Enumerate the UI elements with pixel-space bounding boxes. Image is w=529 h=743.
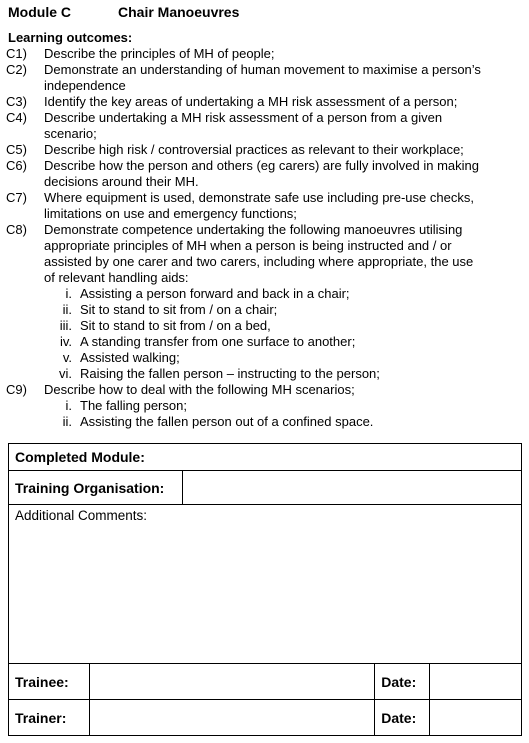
completion-form [8,443,522,736]
sub-outcome-item [6,318,516,334]
learning-outcomes-heading: Learning outcomes: [8,30,133,45]
outcome-text-line: decisions around their MH. [44,174,199,189]
outcome-text-line: Identify the key areas of undertaking a MH risk assessment of a person; [44,94,458,109]
outcome-text-line: of relevant handling aids: [44,270,189,285]
outcome-code: C8) [6,222,27,237]
outcome-item [6,94,516,110]
outcome-text-line: Where equipment is used, demonstrate safe use including pre-use checks, [44,190,474,205]
sub-outcome-number: i. [65,286,72,301]
outcome-code: C2) [6,62,27,77]
outcome-item [6,142,516,158]
sub-outcome-text: Assisting a person forward and back in a chair; [80,286,350,301]
sub-outcome-item [6,334,516,350]
sub-outcome-number: vi. [59,366,72,381]
sub-outcome-text: Sit to stand to sit from / on a chair; [80,302,278,317]
outcome-text-line: independence [44,78,126,93]
outcome-text-line: Describe how to deal with the following MH scenarios; [44,382,355,397]
outcome-item [6,382,516,398]
outcome-text-line: assisted by one carer and two carers, including where appropriate, the use [44,254,474,269]
sub-outcome-number: v. [62,350,72,365]
outcome-code: C7) [6,190,27,205]
completed-module-row [9,444,522,471]
sub-outcome-text: The falling person; [80,398,187,413]
outcome-text-line: limitations on use and emergency functions; [44,206,297,221]
learning-outcomes-list [6,46,516,430]
outcome-text-line: Describe undertaking a MH risk assessment of a person from a given [44,110,443,125]
sub-outcome-text: Assisted walking; [80,350,180,365]
outcome-item [6,158,516,190]
outcome-text-line: Demonstrate an understanding of human movement to maximise a person’s [44,62,481,77]
outcome-text-line: Demonstrate competence undertaking the following manoeuvres utilising [44,222,463,237]
sub-outcome-item [6,302,516,318]
outcome-item [6,110,516,142]
sub-outcome-text: Assisting the fallen person out of a confined space. [80,414,374,429]
training-organisation-label: Training Organisation: [9,471,183,505]
sub-outcome-number: ii. [62,414,72,429]
outcome-item [6,46,516,62]
trainer-row [9,700,522,736]
trainee-row [9,664,522,700]
outcome-text-line: Describe the principles of MH of people; [44,46,275,61]
completed-module-label: Completed Module: [9,444,522,471]
outcome-text-line: Describe high risk / controversial practices as relevant to their workplace; [44,142,464,157]
outcome-text-line: Describe how the person and others (eg carers) are fully involved in making [44,158,479,173]
sub-outcome-number: iv. [59,334,72,349]
trainee-label: Trainee: [9,664,90,700]
outcome-code: C5) [6,142,27,157]
sub-outcome-item [6,366,516,382]
trainer-date-label: Date: [375,700,430,736]
trainee-date-label: Date: [375,664,430,700]
sub-outcome-item [6,350,516,366]
trainer-date-field[interactable] [430,700,522,736]
outcome-code: C6) [6,158,27,173]
sub-outcome-text: Sit to stand to sit from / on a bed, [80,318,271,333]
sub-outcome-text: Raising the fallen person – instructing to the person; [80,366,380,381]
outcome-item [6,222,516,286]
outcome-code: C4) [6,110,27,125]
sub-outcome-item [6,414,516,430]
trainee-field[interactable] [89,664,374,700]
sub-outcome-text: A standing transfer from one surface to another; [80,334,356,349]
training-organisation-field[interactable] [182,471,521,505]
additional-comments-row [9,505,522,664]
module-code: Module C [8,4,71,20]
trainer-field[interactable] [89,700,374,736]
sub-outcome-item [6,398,516,414]
sub-outcome-item [6,286,516,302]
outcome-code: C1) [6,46,27,61]
sub-outcome-number: ii. [62,302,72,317]
sub-outcome-number: iii. [59,318,72,333]
additional-comments-field[interactable] [9,505,522,664]
outcome-code: C9) [6,382,27,397]
outcome-text-line: appropriate principles of MH when a person is being instructed and / or [44,238,452,253]
module-name: Chair Manoeuvres [118,4,240,20]
sub-outcome-number: i. [65,398,72,413]
additional-comments-label: Additional Comments: [15,508,148,523]
module-title [8,4,240,20]
trainee-date-field[interactable] [430,664,522,700]
training-organisation-row [9,471,522,505]
outcome-code: C3) [6,94,27,109]
outcome-item [6,62,516,94]
outcome-item [6,190,516,222]
outcome-text-line: scenario; [44,126,97,141]
trainer-label: Trainer: [9,700,90,736]
